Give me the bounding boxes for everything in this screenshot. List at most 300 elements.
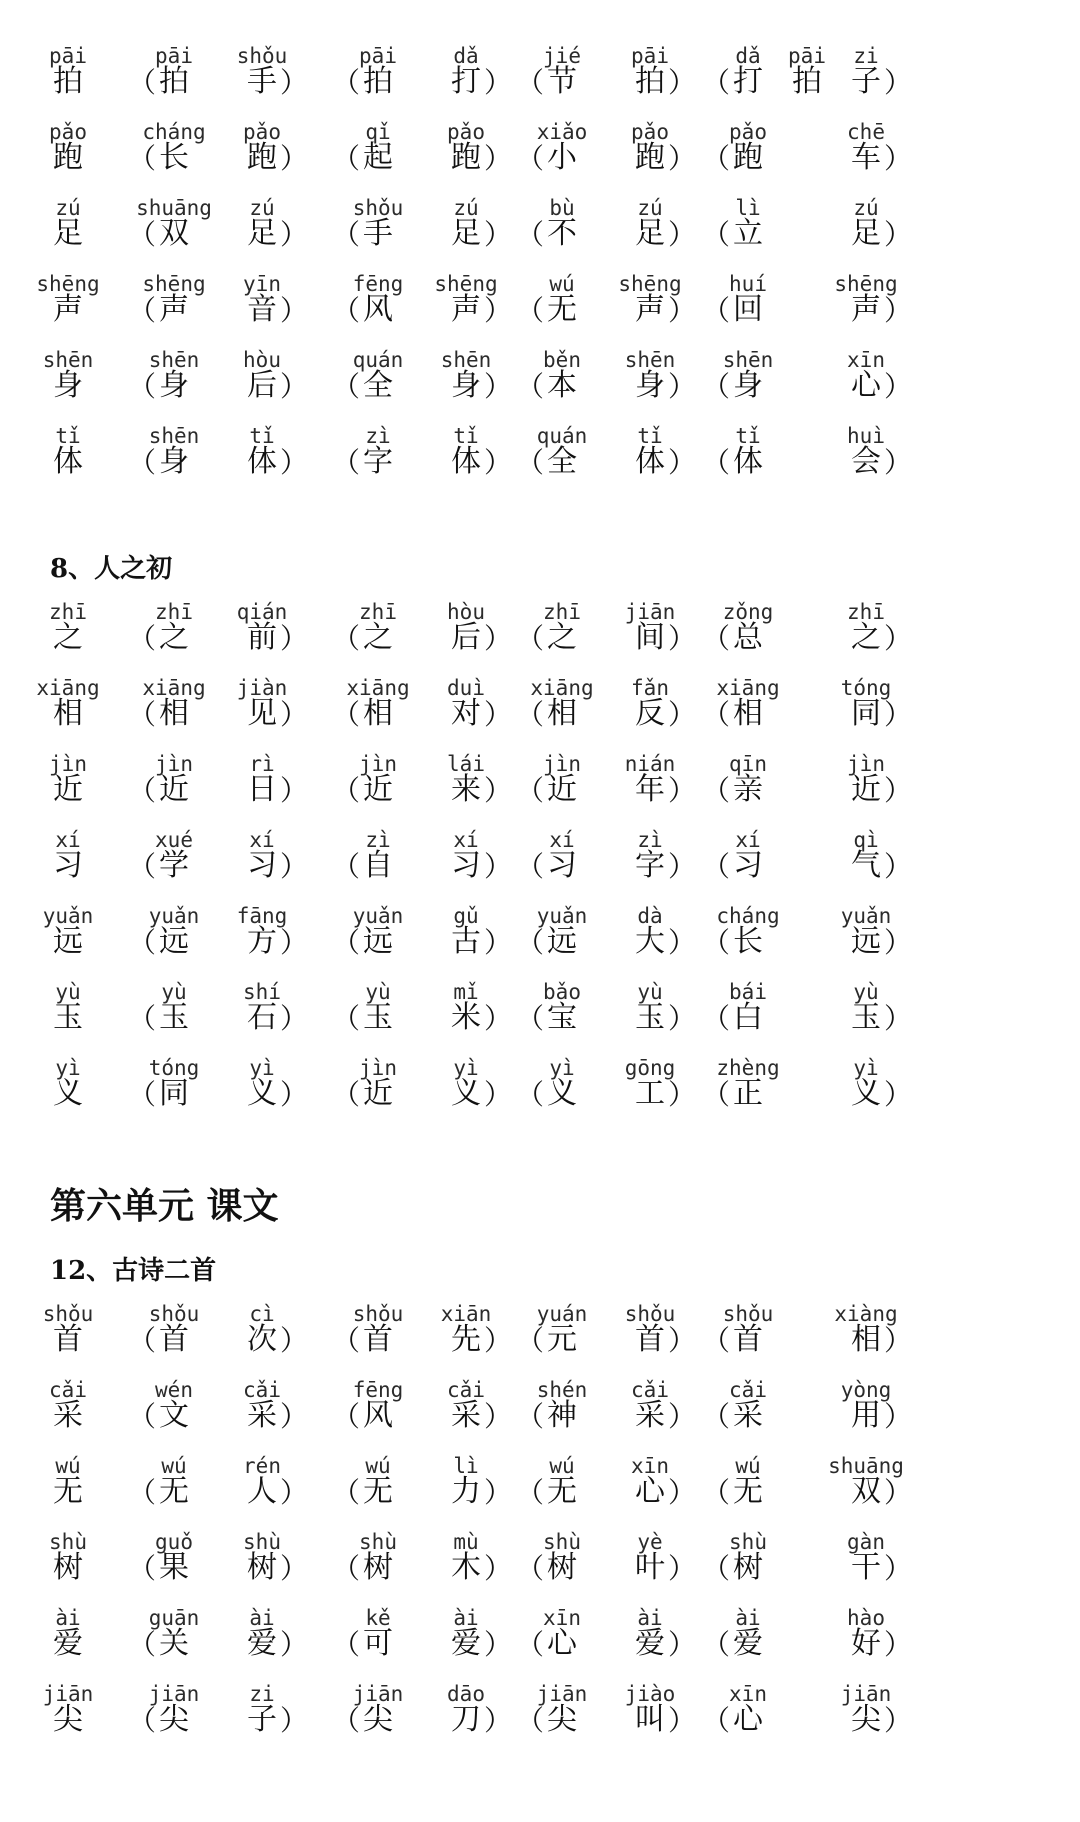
close-paren: ） (884, 1628, 913, 1661)
pinyin: shuāng (828, 1454, 904, 1478)
hanzi: 跑 (451, 140, 481, 175)
pinyin: quán (352, 348, 404, 372)
open-paren: （ (128, 1628, 157, 1661)
pinyin: qián (236, 600, 288, 624)
close-paren: ） (668, 218, 697, 251)
pinyin: zú (55, 196, 81, 220)
pinyin: hòu (243, 348, 281, 372)
hanzi: 日 (247, 772, 277, 807)
close-paren: ） (668, 66, 697, 99)
pinyin: shù (543, 1530, 581, 1554)
pinyin: zú (853, 196, 879, 220)
pinyin: duì (447, 676, 485, 700)
close-paren: ） (668, 1628, 697, 1661)
hanzi: 采 (53, 1398, 83, 1433)
word-entry (702, 44, 912, 120)
pinyin: yuǎn (148, 904, 200, 928)
word-row (0, 752, 1080, 828)
word-entry (332, 1606, 512, 1682)
hanzi: 相 (363, 696, 393, 731)
hanzi: 心 (547, 1626, 577, 1661)
pinyin: zhèng (716, 1056, 780, 1080)
hanzi: 车 (851, 140, 881, 175)
hanzi: 同 (159, 1076, 189, 1111)
pinyin: ài (453, 1606, 479, 1630)
open-paren: （ (702, 294, 731, 327)
hanzi: 之 (159, 620, 189, 655)
pinyin: pāi (49, 44, 87, 68)
hanzi: 工 (635, 1076, 665, 1111)
pinyin: kě (365, 1606, 391, 1630)
hanzi: 声 (851, 292, 881, 327)
pinyin: hòu (447, 600, 485, 624)
hanzi: 之 (53, 620, 83, 655)
close-paren: ） (280, 926, 309, 959)
word-entry (128, 752, 308, 828)
pinyin: fǎn (631, 676, 669, 700)
hanzi: 自 (363, 848, 393, 883)
word-entry (128, 1378, 308, 1454)
hanzi: 身 (733, 368, 763, 403)
hanzi: 义 (53, 1076, 83, 1111)
hanzi: 古 (451, 924, 481, 959)
hanzi: 拍 (159, 64, 189, 99)
open-paren: （ (702, 1704, 731, 1737)
pinyin: quán (536, 424, 588, 448)
pinyin: xiān (440, 1302, 492, 1326)
word-entry (702, 1302, 912, 1378)
pinyin: xiāng (142, 676, 206, 700)
pinyin: shēng (834, 272, 898, 296)
hanzi: 远 (53, 924, 83, 959)
word-entry (332, 1530, 512, 1606)
close-paren: ） (484, 698, 513, 731)
hanzi: 首 (53, 1322, 83, 1357)
word-row (0, 44, 1080, 120)
close-paren: ） (884, 1400, 913, 1433)
word-row (0, 424, 1080, 500)
close-paren: ） (668, 698, 697, 731)
pinyin: shēng (434, 272, 498, 296)
hanzi: 用 (851, 1398, 881, 1433)
pinyin: shǒu (352, 196, 404, 220)
open-paren: （ (702, 1324, 731, 1357)
close-paren: ） (280, 218, 309, 251)
hanzi: 习 (451, 848, 481, 883)
hanzi: 心 (851, 368, 881, 403)
hanzi: 玉 (851, 1000, 881, 1035)
hanzi: 体 (247, 444, 277, 479)
pinyin: tóng (840, 676, 892, 700)
hanzi: 无 (363, 1474, 393, 1509)
open-paren: （ (516, 698, 545, 731)
hanzi: 体 (53, 444, 83, 479)
close-paren: ） (668, 1400, 697, 1433)
pinyin: xīn (847, 348, 885, 372)
pinyin: ài (249, 1606, 275, 1630)
close-paren: ） (280, 1552, 309, 1585)
pinyin: pǎo (243, 120, 281, 144)
pinyin: zú (249, 196, 275, 220)
hanzi: 首 (363, 1322, 393, 1357)
pinyin: lái (447, 752, 485, 776)
word-entry (332, 44, 512, 120)
hanzi: 声 (451, 292, 481, 327)
hanzi: 爱 (451, 1626, 481, 1661)
word-entry (702, 1454, 912, 1530)
hanzi: 双 (159, 216, 189, 251)
word-row (0, 1056, 1080, 1132)
word-row (0, 1682, 1080, 1758)
pinyin: shēng (618, 272, 682, 296)
hanzi: 习 (53, 848, 83, 883)
pinyin: jìn (359, 752, 397, 776)
hanzi: 拍 (363, 64, 393, 99)
pinyin: yù (365, 980, 391, 1004)
open-paren: （ (128, 850, 157, 883)
pinyin: wú (735, 1454, 761, 1478)
hanzi: 习 (247, 848, 277, 883)
word-entry (332, 120, 512, 196)
pinyin: tóng (148, 1056, 200, 1080)
word-entry (128, 1302, 308, 1378)
close-paren: ） (884, 1002, 913, 1035)
pinyin: jiān (148, 1682, 200, 1706)
hanzi: 干 (851, 1550, 881, 1585)
pinyin: jiān (352, 1682, 404, 1706)
hanzi: 相 (547, 696, 577, 731)
hanzi: 力 (451, 1474, 481, 1509)
hanzi: 近 (547, 772, 577, 807)
hanzi: 采 (247, 1398, 277, 1433)
close-paren: ） (280, 1476, 309, 1509)
close-paren: ） (884, 142, 913, 175)
hanzi: 风 (363, 1398, 393, 1433)
open-paren: （ (332, 1476, 361, 1509)
word-entry (516, 1378, 696, 1454)
open-paren: （ (516, 774, 545, 807)
pinyin: dǎ (453, 44, 479, 68)
close-paren: ） (280, 622, 309, 655)
pinyin: guǒ (155, 1530, 193, 1554)
pinyin: xí (549, 828, 575, 852)
hanzi: 体 (733, 444, 763, 479)
pinyin: zú (637, 196, 663, 220)
word-entry (332, 1302, 512, 1378)
hanzi: 之 (851, 620, 881, 655)
hanzi: 首 (159, 1322, 189, 1357)
open-paren: （ (516, 1078, 545, 1111)
pinyin: yì (853, 1056, 879, 1080)
close-paren: ） (484, 218, 513, 251)
word-entry (702, 828, 912, 904)
pinyin: yīn (243, 272, 281, 296)
hanzi: 声 (53, 292, 83, 327)
pinyin: jìn (155, 752, 193, 776)
word-entry (332, 348, 512, 424)
close-paren: ） (668, 446, 697, 479)
hanzi: 相 (53, 696, 83, 731)
hanzi: 义 (851, 1076, 881, 1111)
close-paren: ） (280, 698, 309, 731)
hanzi: 长 (159, 140, 189, 175)
hanzi: 起 (363, 140, 393, 175)
hanzi: 习 (547, 848, 577, 883)
pinyin: lì (735, 196, 761, 220)
hanzi: 叶 (635, 1550, 665, 1585)
word-entry (516, 44, 696, 120)
hanzi: 长 (733, 924, 763, 959)
word-entry (702, 1606, 912, 1682)
close-paren: ） (280, 1078, 309, 1111)
open-paren: （ (516, 142, 545, 175)
word-entry (128, 1056, 308, 1132)
hanzi: 石 (247, 1000, 277, 1035)
pinyin: zǒng (722, 600, 774, 624)
pinyin: pāi (631, 44, 669, 68)
close-paren: ） (484, 1078, 513, 1111)
hanzi: 果 (159, 1550, 189, 1585)
pinyin: bǎo (543, 980, 581, 1004)
head-character (36, 272, 100, 348)
pinyin: pāi (155, 44, 193, 68)
word-entry (332, 1454, 512, 1530)
word-entry (516, 1302, 696, 1378)
hanzi: 打 (733, 64, 763, 99)
close-paren: ） (668, 1552, 697, 1585)
hanzi: 人 (247, 1474, 277, 1509)
hanzi: 体 (451, 444, 481, 479)
hanzi: 无 (547, 1474, 577, 1509)
open-paren: （ (702, 370, 731, 403)
hanzi: 义 (451, 1076, 481, 1111)
close-paren: ） (484, 1476, 513, 1509)
pinyin: xué (155, 828, 193, 852)
pinyin: běn (543, 348, 581, 372)
pinyin: shǒu (624, 1302, 676, 1326)
pinyin: wú (161, 1454, 187, 1478)
open-paren: （ (332, 926, 361, 959)
pinyin: cǎi (243, 1378, 281, 1402)
open-paren: （ (516, 370, 545, 403)
pinyin: jìn (359, 1056, 397, 1080)
open-paren: （ (128, 1078, 157, 1111)
pinyin: xí (453, 828, 479, 852)
open-paren: （ (516, 1400, 545, 1433)
close-paren: ） (668, 370, 697, 403)
hanzi: 总 (733, 620, 763, 655)
hanzi: 双 (851, 1474, 881, 1509)
word-entry (516, 120, 696, 196)
pinyin: ài (735, 1606, 761, 1630)
word-entry (332, 904, 512, 980)
pinyin: gōng (624, 1056, 676, 1080)
hanzi: 体 (635, 444, 665, 479)
pinyin: yè (637, 1530, 663, 1554)
head-character (50, 752, 90, 828)
hanzi: 风 (363, 292, 393, 327)
pinyin: fēng (352, 1378, 404, 1402)
hanzi: 足 (635, 216, 665, 251)
hanzi: 爱 (635, 1626, 665, 1661)
hanzi: 树 (363, 1550, 393, 1585)
head-character (50, 1606, 90, 1682)
hanzi: 身 (451, 368, 481, 403)
pinyin: shù (49, 1530, 87, 1554)
close-paren: ） (280, 446, 309, 479)
pinyin: shēn (722, 348, 774, 372)
pinyin: yuǎn (42, 904, 94, 928)
close-paren: ） (484, 622, 513, 655)
pinyin: qì (853, 828, 879, 852)
hanzi: 之 (363, 620, 393, 655)
close-paren: ） (484, 1400, 513, 1433)
head-character (50, 1530, 90, 1606)
hanzi: 远 (159, 924, 189, 959)
pinyin: pāi (359, 44, 397, 68)
hanzi: 近 (851, 772, 881, 807)
word-entry (128, 424, 308, 500)
pinyin: pǎo (49, 120, 87, 144)
head-character (50, 120, 90, 196)
close-paren: ） (668, 1476, 697, 1509)
open-paren: （ (702, 622, 731, 655)
close-paren: ） (668, 850, 697, 883)
word-entry (702, 1378, 912, 1454)
pinyin: huí (729, 272, 767, 296)
pinyin: zi (853, 44, 879, 68)
hanzi: 先 (451, 1322, 481, 1357)
head-character (42, 348, 94, 424)
pinyin: jiān (536, 1682, 588, 1706)
head-character (50, 828, 90, 904)
pinyin: shù (359, 1530, 397, 1554)
word-entry (702, 752, 912, 828)
open-paren: （ (332, 66, 361, 99)
pinyin: zhī (359, 600, 397, 624)
hanzi: 跑 (733, 140, 763, 175)
hanzi: 树 (733, 1550, 763, 1585)
close-paren: ） (280, 1324, 309, 1357)
pinyin: shuāng (136, 196, 212, 220)
word-entry (516, 752, 696, 828)
hanzi: 首 (635, 1322, 665, 1357)
hanzi: 立 (733, 216, 763, 251)
word-entry (128, 980, 308, 1056)
open-paren: （ (516, 1324, 545, 1357)
pinyin: zhī (543, 600, 581, 624)
hanzi: 采 (635, 1398, 665, 1433)
pinyin: shǒu (236, 44, 288, 68)
open-paren: （ (516, 1002, 545, 1035)
hanzi: 足 (451, 216, 481, 251)
word-entry (332, 424, 512, 500)
pinyin: rì (249, 752, 275, 776)
word-entry (702, 1530, 912, 1606)
head-character (50, 196, 90, 272)
unit-heading: 第六单元 课文 (50, 1185, 279, 1227)
pinyin: shǒu (148, 1302, 200, 1326)
close-paren: ） (484, 66, 513, 99)
close-paren: ） (280, 1628, 309, 1661)
open-paren: （ (128, 622, 157, 655)
word-entry (332, 828, 512, 904)
close-paren: ） (884, 622, 913, 655)
pinyin: zú (453, 196, 479, 220)
word-entry (702, 676, 912, 752)
close-paren: ） (884, 1552, 913, 1585)
hanzi: 玉 (53, 1000, 83, 1035)
word-entry (516, 424, 696, 500)
hanzi: 方 (247, 924, 277, 959)
hanzi: 手 (247, 64, 277, 99)
close-paren: ） (484, 1324, 513, 1357)
open-paren: （ (332, 774, 361, 807)
pinyin: mù (453, 1530, 479, 1554)
close-paren: ） (884, 370, 913, 403)
word-entry (128, 904, 308, 980)
open-paren: （ (332, 1400, 361, 1433)
word-entry (516, 1056, 696, 1132)
pinyin: wú (549, 1454, 575, 1478)
hanzi: 足 (851, 216, 881, 251)
open-paren: （ (128, 218, 157, 251)
hanzi: 元 (547, 1322, 577, 1357)
open-paren: （ (128, 774, 157, 807)
open-paren: （ (128, 1324, 157, 1357)
hanzi: 白 (733, 1000, 763, 1035)
pinyin: wú (549, 272, 575, 296)
hanzi: 身 (159, 444, 189, 479)
close-paren: ） (668, 774, 697, 807)
hanzi: 亲 (733, 772, 763, 807)
pinyin: yù (55, 980, 81, 1004)
pinyin: pǎo (447, 120, 485, 144)
word-entry (516, 828, 696, 904)
open-paren: （ (332, 698, 361, 731)
pinyin: shēng (36, 272, 100, 296)
pinyin: mǐ (453, 980, 479, 1004)
pinyin: zhī (847, 600, 885, 624)
word-entry (128, 196, 308, 272)
hanzi: 神 (547, 1398, 577, 1433)
pinyin: jìn (49, 752, 87, 776)
pinyin: shǒu (42, 1302, 94, 1326)
word-entry (702, 196, 912, 272)
pinyin: jiàn (236, 676, 288, 700)
word-entry (702, 980, 912, 1056)
hanzi: 爱 (53, 1626, 83, 1661)
pinyin: xiǎo (536, 120, 588, 144)
word-entry (516, 1530, 696, 1606)
open-paren: （ (128, 1476, 157, 1509)
lesson-heading: 8、人之初 (50, 554, 173, 584)
pinyin: xiāng (530, 676, 594, 700)
open-paren: （ (702, 1628, 731, 1661)
pinyin: fāng (236, 904, 288, 928)
hanzi: 近 (53, 772, 83, 807)
close-paren: ） (884, 926, 913, 959)
pinyin: dǎ (735, 44, 761, 68)
word-entry (516, 272, 696, 348)
hanzi: 见 (247, 696, 277, 731)
word-entry (702, 600, 912, 676)
word-row (0, 272, 1080, 348)
close-paren: ） (668, 1078, 697, 1111)
word-entry (128, 828, 308, 904)
hanzi: 心 (733, 1702, 763, 1737)
word-row (0, 904, 1080, 980)
